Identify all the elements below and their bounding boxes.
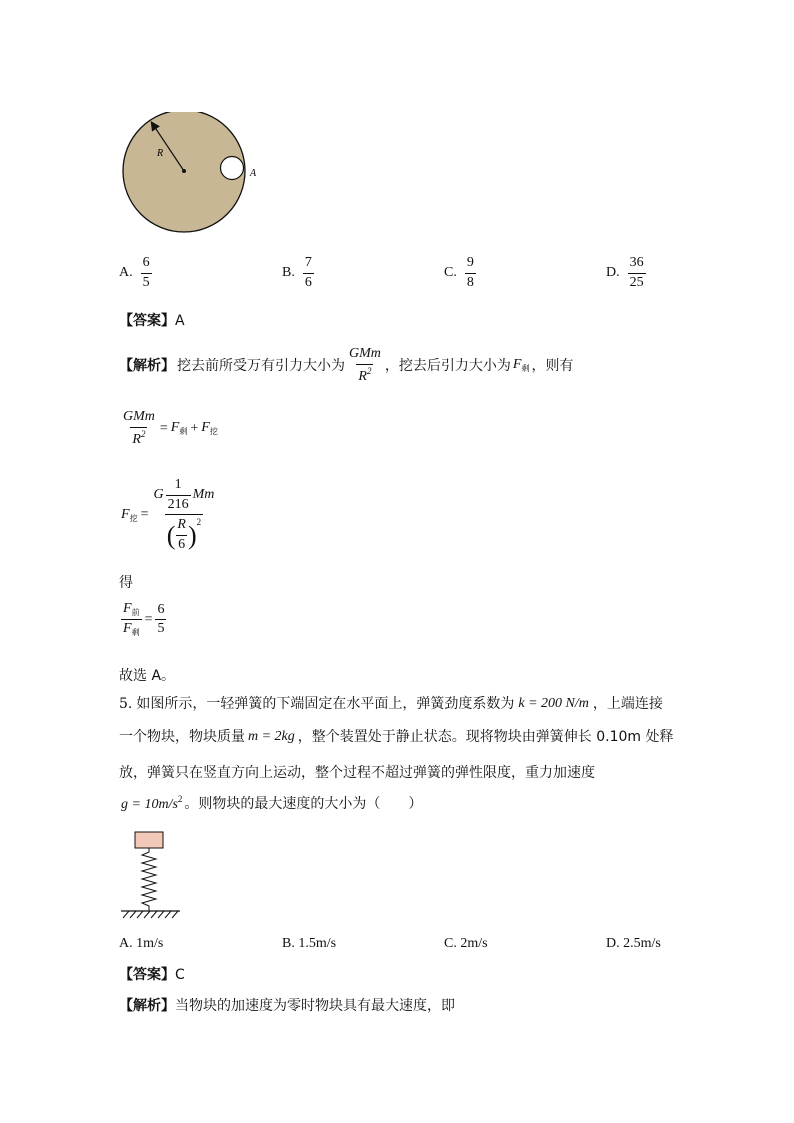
spring-figure <box>118 830 188 922</box>
q4-option-b: B. $\frac{7}{6}$ <box>282 255 312 290</box>
q5-option-d: D. 2.5m/s <box>606 936 661 951</box>
sphere-cavity <box>221 157 244 180</box>
q4-conclusion: 故选 A。 <box>119 668 176 684</box>
q4-answer: 【答案】A <box>119 313 185 329</box>
q5-option-c: C. 2m/s <box>444 936 488 951</box>
label-R: R <box>157 148 164 159</box>
q5-option-b: B. 1.5m/s <box>282 936 337 951</box>
equation-1: $\frac{\text{GMm}}{R^2}$ = $F_剩$ + $F_挖$ <box>123 409 218 447</box>
q4-option-c: C. $\frac{9}{8}$ <box>444 255 474 290</box>
q4-option-d: D. $\frac{36}{25}$ <box>606 255 644 290</box>
equation-3: $\frac{F_前}{F_剩}$ = $\frac{6}{5}$ <box>123 601 165 638</box>
q4-option-a: A. $\frac{6}{5}$ <box>119 255 150 290</box>
label-A: A <box>250 168 257 179</box>
q5-line1: 5. 如图所示，一轻弹簧的下端固定在水平面上，弹簧劲度系数为 k = 200 N/m ，上端连接 <box>119 696 663 712</box>
sphere-center <box>182 169 186 173</box>
q5-line4: $g = 10m/s^2$ 。则物块的最大速度的大小为（ ） <box>121 794 423 812</box>
ground-hatch <box>123 911 178 918</box>
q5-line2: 一个物块，物块质量 m = 2kg ，整个装置处于静止状态。现将物块由弹簧伸长 0.10m 处释 <box>119 729 674 745</box>
q5-analysis: 【解析】当物块的加速度为零时物块具有最大速度，即 <box>119 998 455 1014</box>
sphere-figure <box>118 112 268 234</box>
q5-option-a: A. 1m/s <box>119 936 164 951</box>
q5-answer: 【答案】C <box>119 967 185 983</box>
block <box>135 832 163 848</box>
q5-line3: 放，弹簧只在竖直方向上运动，整个过程不超过弹簧的弹性限度，重力加速度 <box>119 765 595 781</box>
text-de: 得 <box>119 575 133 591</box>
q4-analysis-line1: 【解析】 挖去前所受万有引力大小为 $\frac{\text{GMm}}{R^2}$ ，挖去后引力大小为 $F_剩$ ，则有 <box>119 346 574 384</box>
spring <box>142 848 156 911</box>
equation-2: $F_挖$ = G $\frac{1}{216}$ Mm ( $\frac{R}{6}$ ) 2 <box>121 477 215 553</box>
